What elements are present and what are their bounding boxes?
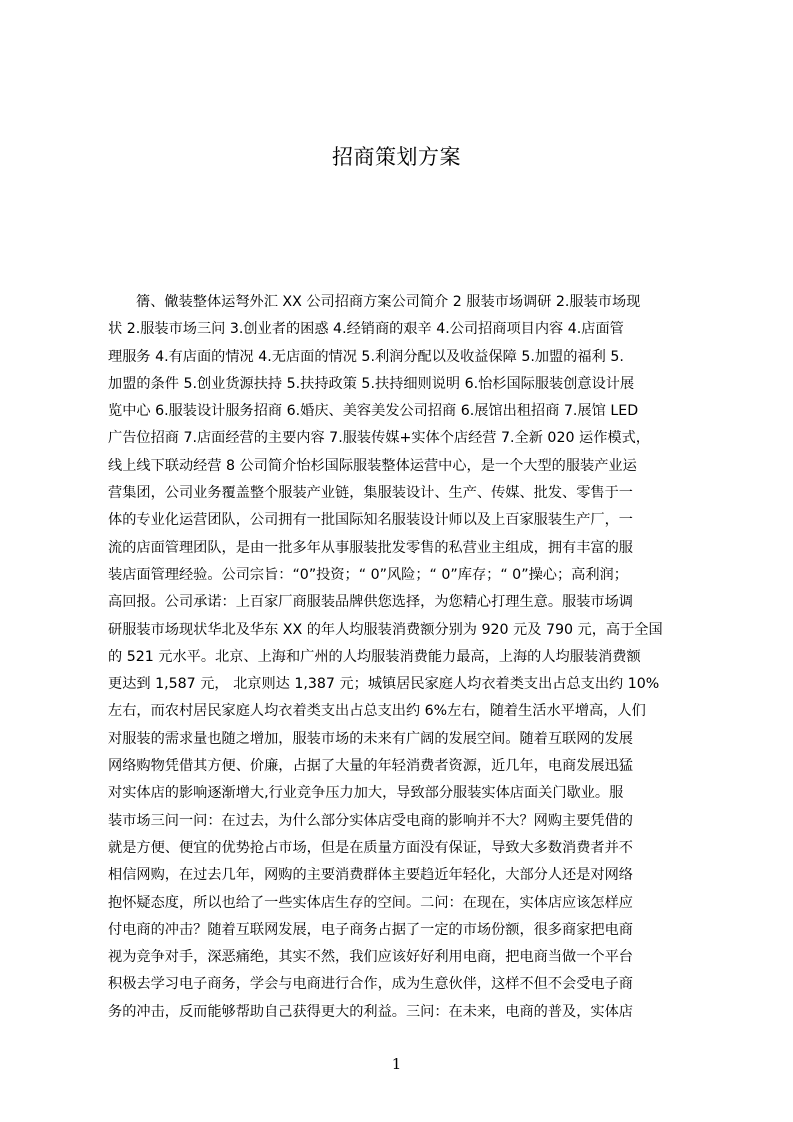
body-line: 的 521 元水平。北京、上海和广州的人均服装消费能力最高，上海的人均服装消费额 — [108, 648, 641, 665]
body-line: 付电商的冲击？随着互联网发展，电子商务占据了一定的市场份额，很多商家把电商 — [108, 921, 633, 938]
body-line: 对实体店的影响逐渐增大,行业竞争压力加大，导致部分服装实体店面关门歇业。服 — [108, 785, 624, 802]
body-line: 线上线下联动经营 8 公司简介怡杉国际服装整体运营中心，是一个大型的服装产业运 — [108, 457, 637, 474]
body-line: 网络购物凭借其方便、价廉，占据了大量的年轻消费者资源，近几年，电商发展迅猛 — [108, 758, 633, 775]
body-line: 积极去学习电子商务，学会与电商进行合作，成为生意伙伴，这样不但不会受电子商 — [108, 976, 633, 993]
body-line: 览中心 6.服装设计服务招商 6.婚庆、美容美发公司招商 6.展馆出租招商 7.展馆 LED — [108, 403, 639, 420]
page-number: 1 — [391, 1055, 402, 1073]
body-line: 理服务 4.有店面的情况 4.无店面的情况 5.利润分配以及收益保障 5.加盟的福利 5. — [108, 348, 624, 365]
document-body — [108, 289, 697, 1027]
body-line: 就是方便、便宜的优势抢占市场，但是在质量方面没有保证，导致大多数消费者并不 — [108, 839, 633, 856]
body-line: 流的店面管理团队，是由一批多年从事服装批发零售的私营业主组成，拥有丰富的服 — [108, 539, 633, 556]
body-line: 营集团，公司业务覆盖整个服装产业链，集服装设计、生产、传媒、批发、零售于一 — [108, 485, 633, 502]
body-line: 视为竞争对手，深恶痛绝，其实不然，我们应该好好利用电商，把电商当做一个平台 — [108, 949, 633, 966]
body-line: 广告位招商 7.店面经营的主要内容 7.服装传媒+实体个店经营 7.全新 020 运作模式， — [108, 430, 650, 447]
body-line: 务的冲击，反而能够帮助自己获得更大的利益。三问：在未来，电商的普及，实体店 — [108, 1003, 633, 1020]
body-line: 抱怀疑态度，所以也给了一些实体店生存的空间。二问：在现在，实体店应该怎样应 — [108, 894, 633, 911]
body-line: 相信网购，在过去几年，网购的主要消费群体主要趋近年轻化，大部分人还是对网络 — [108, 867, 633, 884]
body-line: 篟、僘装整体运弩外汇 XX 公司招商方案公司简介 2 服装市场调研 2.服装市场现 — [136, 294, 641, 310]
body-line: 对服装的需求量也随之增加，服装市场的未来有广阔的发展空间。随着互联网的发展 — [108, 730, 633, 747]
body-line: 状 2.服装市场三问 3.创业者的困惑 4.经销商的艰辛 4.公司招商项目内容 4.店面管 — [108, 321, 624, 338]
body-line: 装店面管理经验。公司宗旨：“0”投资；“ 0”风险；“ 0”库存；“ 0”操心；高利润； — [108, 566, 628, 583]
body-line: 更达到 1,587 元， 北京则达 1,387 元；城镇居民家庭人均衣着类支出占总支出约 10% — [108, 676, 660, 693]
body-line: 加盟的条件 5.创业货源扶持 5.扶持政策 5.扶持细则说明 6.怡杉国际服装创意设计展 — [108, 375, 635, 392]
body-line: 左右，而农村居民家庭人均衣着类支出占总支出约 6%左右，随着生活水平增高，人们 — [108, 703, 646, 720]
document-title: 招商策划方案 — [332, 145, 461, 169]
body-line: 研服装市场现状华北及华东 XX 的年人均服装消费额分别为 920 元及 790 元，高于全国 — [108, 621, 663, 638]
body-line: 高回报。公司承诺：上百家厂商服装品牌供您选择，为您精心打理生意。服装市场调 — [108, 594, 633, 611]
body-line: 体的专业化运营团队，公司拥有一批国际知名服装设计师以及上百家服装生产厂，一 — [108, 512, 633, 529]
body-line: 装市场三问一问：在过去，为什么部分实体店受电商的影响并不大？网购主要凭借的 — [108, 812, 633, 829]
